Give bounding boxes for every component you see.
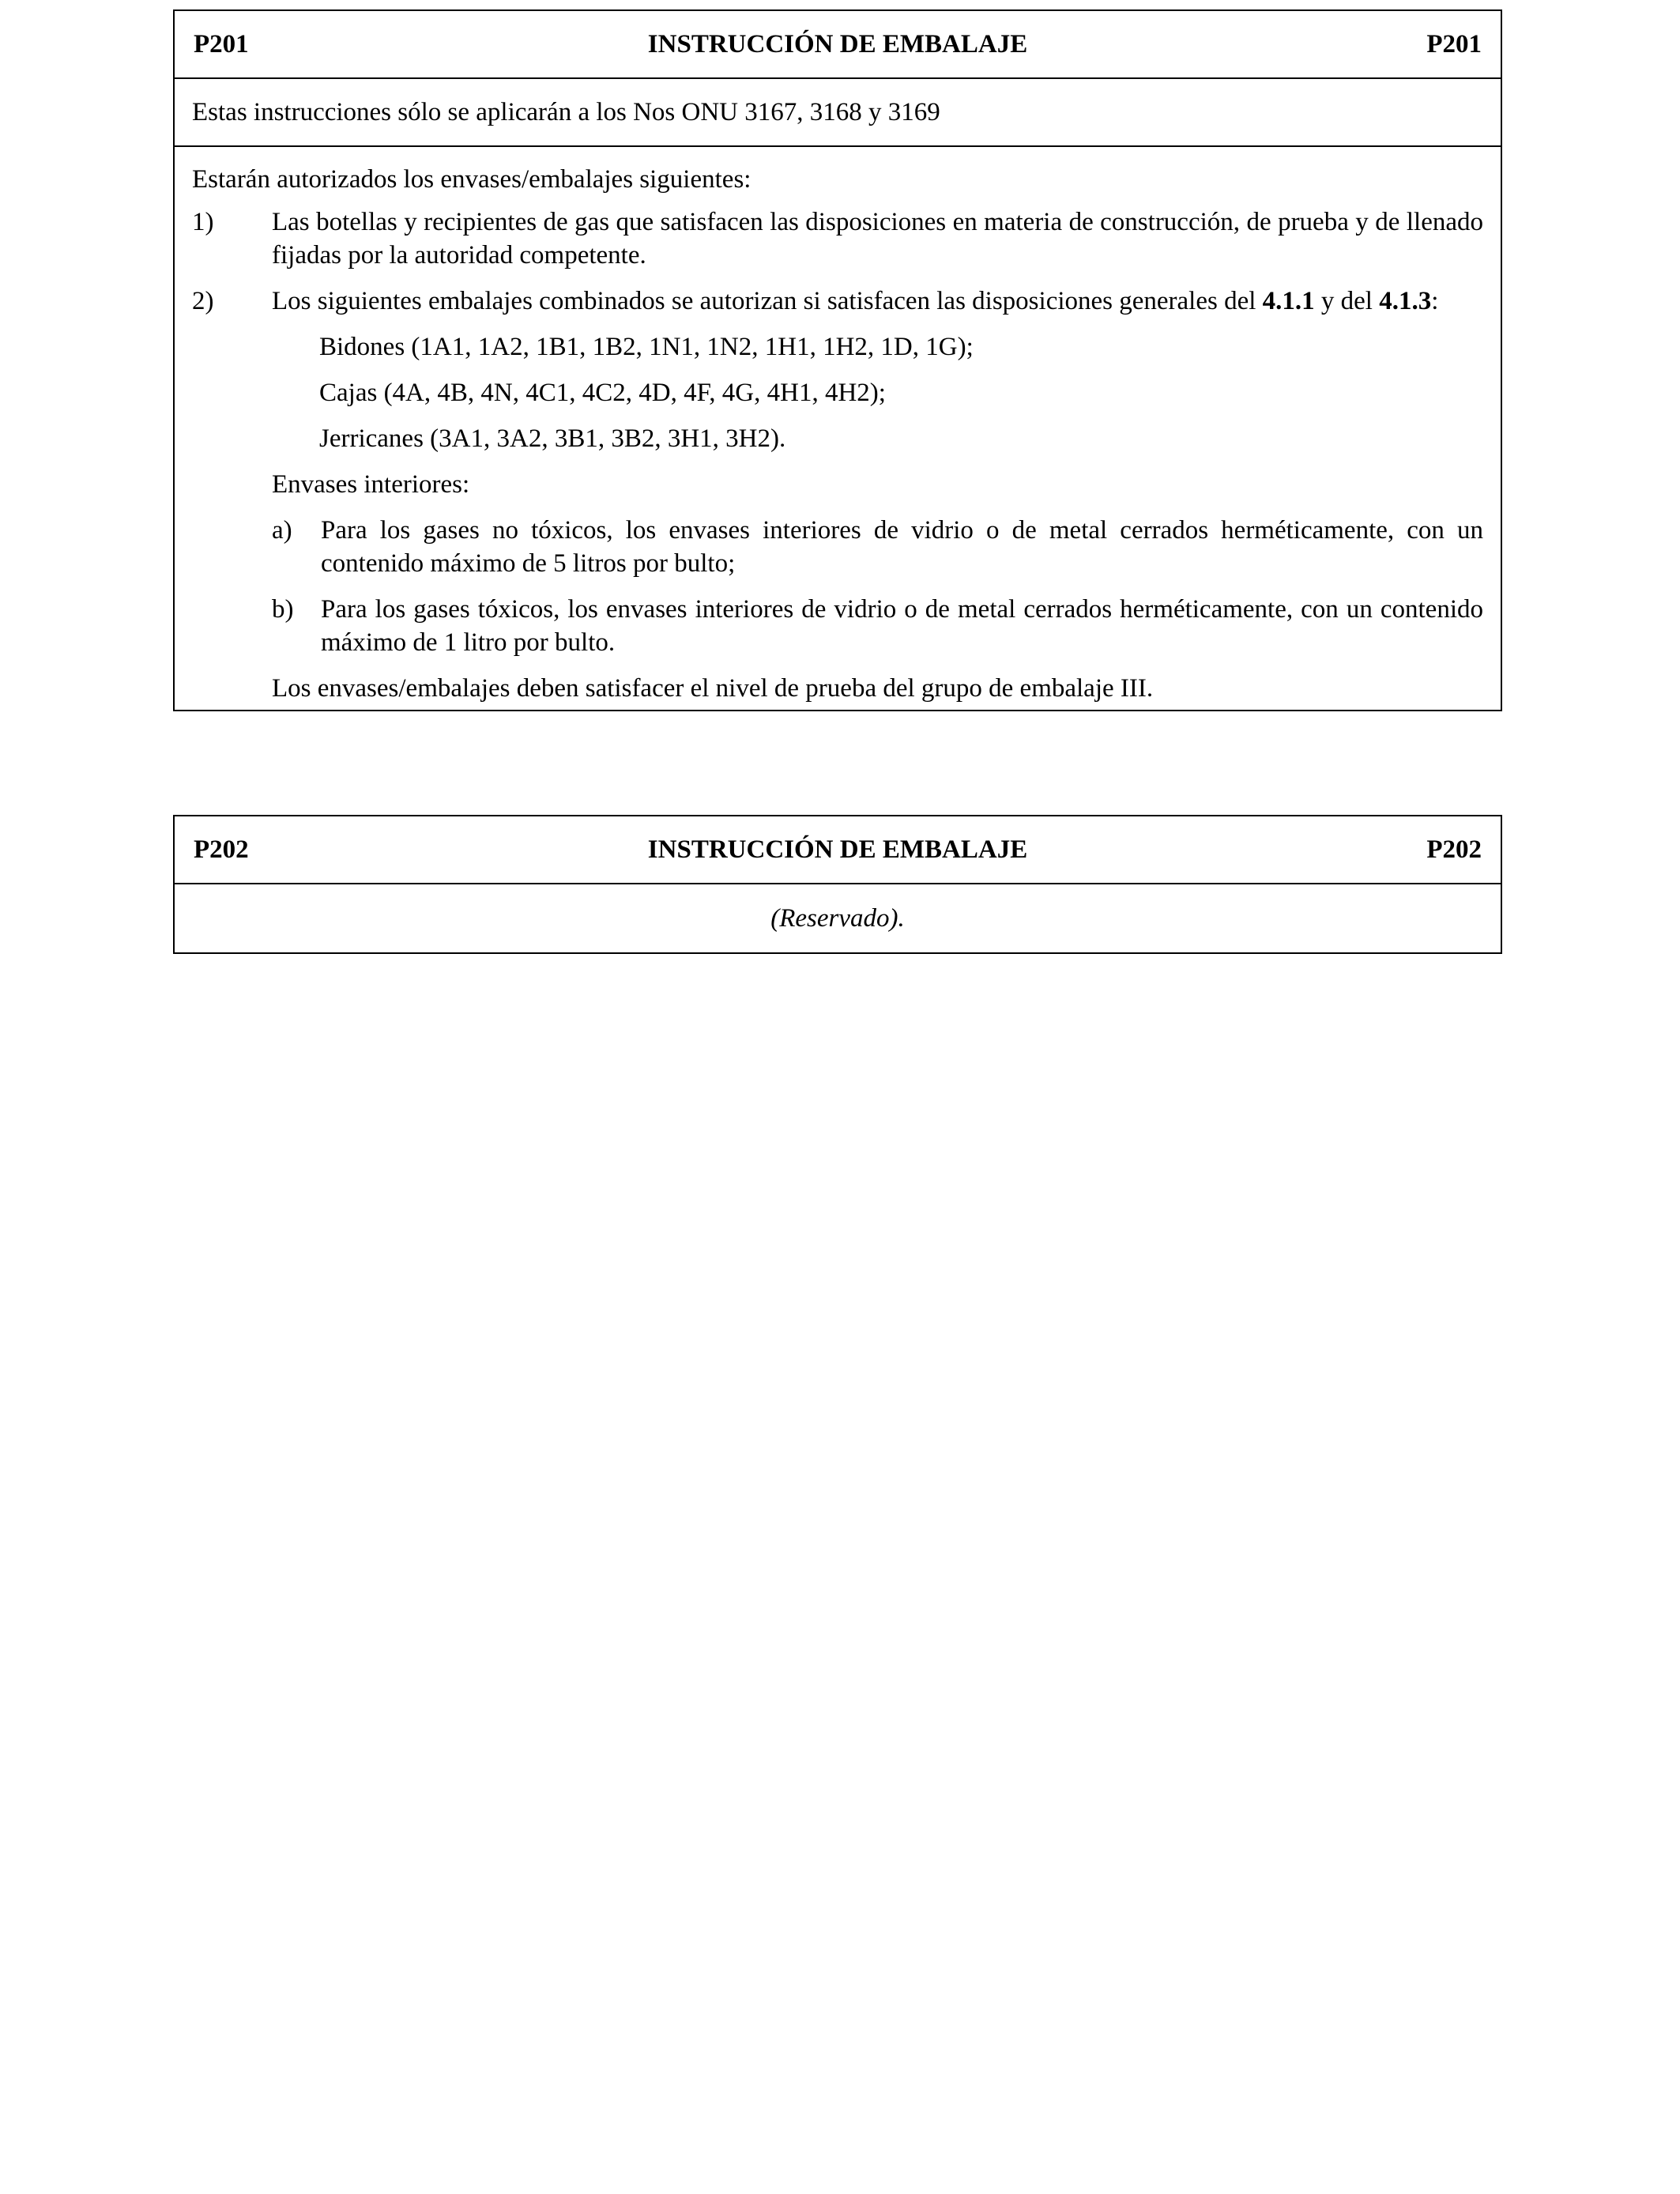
p201-packaging-jerricans: Jerricanes (3A1, 3A2, 3B1, 3B2, 3H1, 3H2). <box>319 424 786 453</box>
p201-inner-item-a-letter: a) <box>272 516 292 545</box>
p201-header-row <box>175 11 1501 79</box>
p201-closing: Los envases/embalajes deben satisfacer el nivel de prueba del grupo de embalaje III. <box>272 674 1154 703</box>
packing-instruction-p201 <box>173 9 1502 711</box>
p201-item-2-text-before: Los siguientes embalajes combinados se autorizan si satisfacen las disposiciones generales del <box>272 287 1263 315</box>
p201-item-2-text-middle: y del <box>1314 287 1380 315</box>
packing-instruction-p202 <box>173 815 1502 954</box>
p201-intro: Estarán autorizados los envases/embalajes siguientes: <box>192 165 751 194</box>
p201-inner-item-b-text: Para los gases tóxicos, los envases interiores de vidrio o de metal cerrados herméticamente, con un contenido máximo de 1 litro por bulto. <box>321 595 1483 657</box>
p201-scope-row <box>175 79 1501 147</box>
p201-item-2-number: 2) <box>192 287 214 315</box>
p201-item-2-ref-4-1-1: 4.1.1 <box>1262 287 1315 315</box>
p201-item-2-text <box>272 285 1483 318</box>
p201-item-2 <box>192 285 1483 318</box>
p201-packaging-boxes: Cajas (4A, 4B, 4N, 4C1, 4C2, 4D, 4F, 4G, 4H1, 4H2); <box>319 379 886 407</box>
p202-reserved-row <box>175 884 1501 952</box>
p201-inner-item-b <box>192 593 1483 659</box>
p201-item-2-text-after: : <box>1431 287 1439 315</box>
p201-inner-item-a <box>192 514 1483 580</box>
p201-body-row <box>175 147 1501 710</box>
p201-packaging-drums: Bidones (1A1, 1A2, 1B1, 1B2, 1N1, 1N2, 1H1, 1H2, 1D, 1G); <box>319 333 974 361</box>
p202-code-right: P202 <box>1426 835 1482 864</box>
p201-code-right: P201 <box>1426 29 1482 58</box>
p202-reserved-text: (Reservado). <box>770 903 905 933</box>
p201-item-1-number: 1) <box>192 208 214 236</box>
p201-item-1-text: Las botellas y recipientes de gas que satisfacen las disposiciones en materia de construcción, de prueba y de llenado fijadas por la autoridad competente. <box>272 208 1483 270</box>
p201-inner-item-a-text: Para los gases no tóxicos, los envases interiores de vidrio o de metal cerrados herméticamente, con un contenido máximo de 5 litros por bulto; <box>321 516 1483 578</box>
p202-code-left: P202 <box>194 835 249 864</box>
p202-header-row <box>175 816 1501 884</box>
p201-title: INSTRUCCIÓN DE EMBALAJE <box>647 29 1028 58</box>
p202-title: INSTRUCCIÓN DE EMBALAJE <box>647 835 1028 864</box>
p201-item-1 <box>192 205 1483 272</box>
p201-code-left: P201 <box>194 29 249 58</box>
p201-inner-item-b-letter: b) <box>272 595 294 624</box>
p201-item-2-ref-4-1-3: 4.1.3 <box>1379 287 1432 315</box>
p201-inner-heading: Envases interiores: <box>272 470 470 499</box>
p201-scope-text: Estas instrucciones sólo se aplicarán a los Nos ONU 3167, 3168 y 3169 <box>192 97 940 126</box>
